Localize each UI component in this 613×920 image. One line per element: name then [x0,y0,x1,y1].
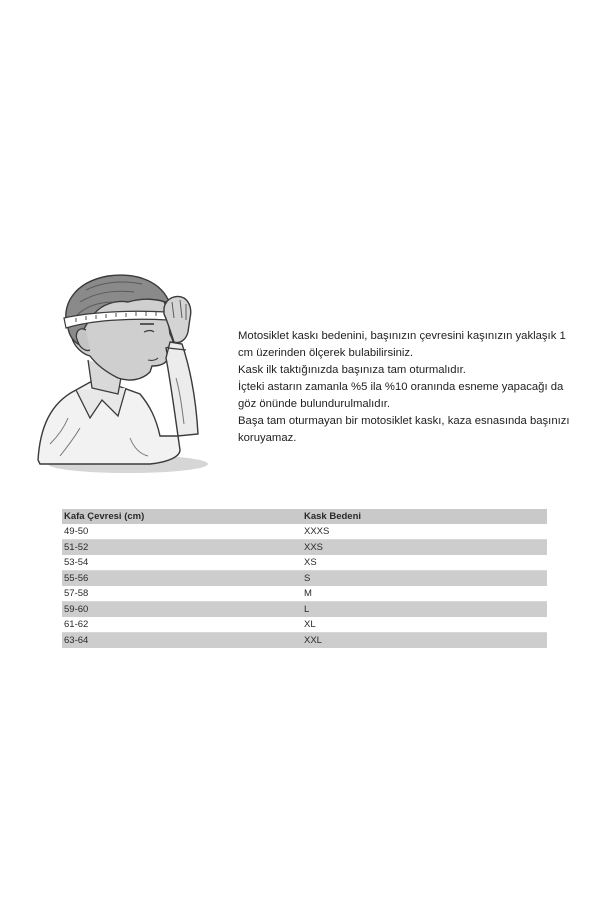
header-head-circumference: Kafa Çevresi (cm) [62,509,304,524]
table-row [62,540,547,556]
cell-size: XS [304,555,547,571]
sizing-instructions [238,328,580,447]
table-header-row [62,509,547,524]
cell-size: XXXS [304,524,547,540]
table-row [62,602,547,618]
cell-size: XXS [304,540,547,556]
cell-size: M [304,586,547,602]
head-measurement-illustration [30,268,212,478]
cell-size: XXL [304,633,547,649]
table-row [62,586,547,602]
table-row [62,617,547,633]
cell-circumference: 55-56 [62,571,304,587]
instruction-line-2: Kask ilk taktığınızda başınıza tam oturmalıdır. [238,364,466,376]
cell-circumference: 61-62 [62,617,304,633]
size-chart-table [62,509,547,648]
cell-size: L [304,602,547,618]
instruction-line-3: İçteki astarın zamanla %5 ila %10 oranında esneme yapacağı da göz önünde bulundurulmalıdır. [238,381,564,410]
header-helmet-size: Kask Bedeni [304,509,547,524]
cell-circumference: 59-60 [62,602,304,618]
cell-circumference: 57-58 [62,586,304,602]
cell-size: XL [304,617,547,633]
table-row [62,571,547,587]
cell-circumference: 49-50 [62,524,304,540]
instruction-line-4: Başa tam oturmayan bir motosiklet kaskı, kaza esnasında başınızı koruyamaz. [238,415,570,444]
instruction-line-1: Motosiklet kaskı bedenini, başınızın çevresini kaşınızın yaklaşık 1 cm üzerinden ölçerek bulabilirsiniz. [238,330,566,359]
cell-circumference: 53-54 [62,555,304,571]
table-row [62,555,547,571]
table-row [62,633,547,649]
cell-circumference: 51-52 [62,540,304,556]
table-row [62,524,547,540]
cell-circumference: 63-64 [62,633,304,649]
cell-size: S [304,571,547,587]
